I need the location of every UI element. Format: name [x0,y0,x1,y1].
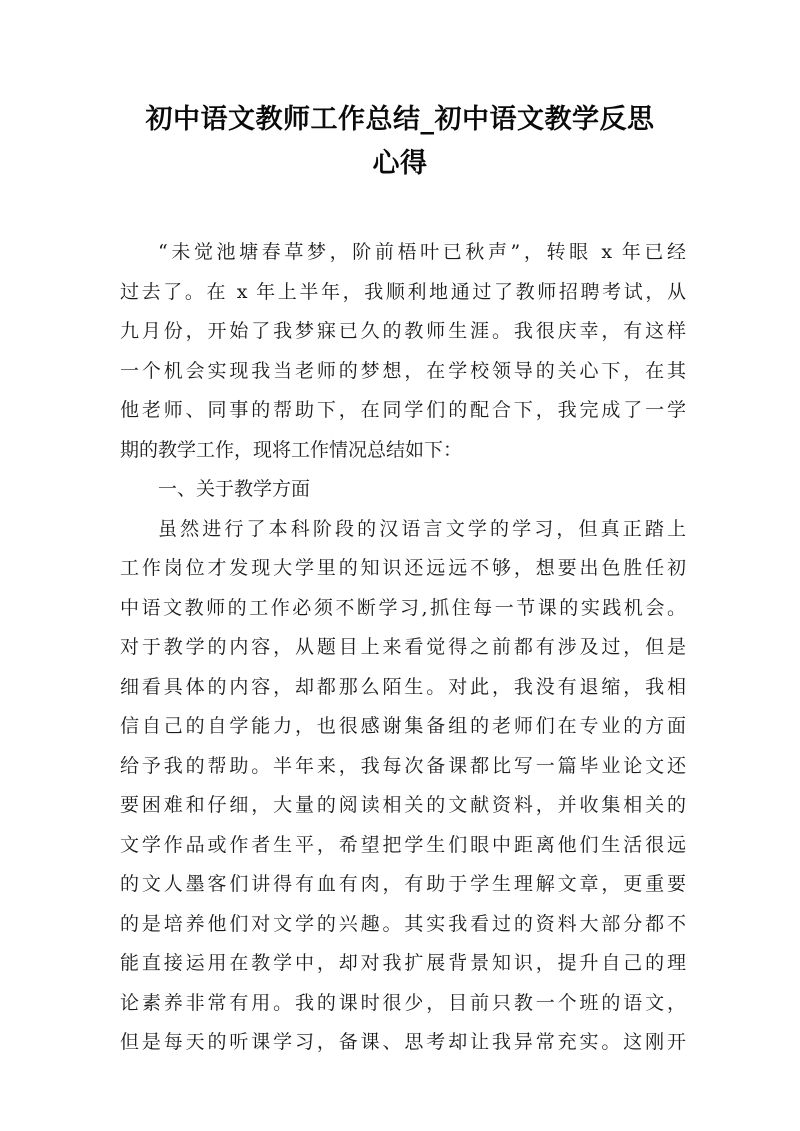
paragraph-line: 信自己的自学能力，也很感谢集备组的老师们在专业的方面 [120,715,686,737]
paragraph-line: 但是每天的听课学习，备课、思考却让我异常充实。这刚开 [120,1031,686,1053]
paragraph-line: 期的教学工作，现将工作情况总结如下： [120,438,463,461]
paragraph-line: 的是培养他们对文学的兴趣。其实我看过的资料大部分都不 [120,912,686,935]
document-body [120,233,686,1063]
paragraph-line: 论素养非常有用。我的课时很少，目前只教一个班的语文， [120,991,686,1014]
paragraph-line: 对于教学的内容，从题目上来看觉得之前都有涉及过，但是 [120,636,686,658]
paragraph-line: 他老师、同事的帮助下，在同学们的配合下，我完成了一学 [120,399,686,421]
paragraph-line: 虽然进行了本科阶段的汉语言文学的学习，但真正踏上 [158,517,686,540]
paragraph-line: 九月份，开始了我梦寐已久的教师生涯。我很庆幸，有这样 [120,320,686,342]
paragraph-line: 给予我的帮助。半年来，我每次备课都比写一篇毕业论文还 [120,754,686,777]
paragraph-line: 要困难和仔细，大量的阅读相关的文献资料，并收集相关的 [120,794,686,816]
paragraph-line: “未觉池塘春草梦，阶前梧叶已秋声”，转眼 x 年已经 [158,241,686,263]
title-line-1: 初中语文教师工作总结_初中语文教学反思 [145,104,655,135]
paragraph-line: 文学作品或作者生平，希望把学生们眼中距离他们生活很远 [120,833,686,856]
paragraph-line: 工作岗位才发现大学里的知识还远远不够，想要出色胜任初 [120,557,686,579]
paragraph-line: 一个机会实现我当老师的梦想，在学校领导的关心下，在其 [120,359,686,382]
paragraph-line: 能直接运用在教学中，却对我扩展背景知识，提升自己的理 [120,952,686,974]
title-line-2: 心得 [372,148,428,179]
section-heading: 一、关于教学方面 [158,478,311,500]
paragraph-line: 过去了。在 x 年上半年，我顺利地通过了教师招聘考试，从 [120,280,686,303]
paragraph-line: 中语文教师的工作必须不断学习,抓住每一节课的实践机会。 [120,596,686,619]
paragraph-line: 的文人墨客们讲得有血有肉，有助于学生理解文章，更重要 [120,873,686,895]
document-title [112,98,688,186]
paragraph-line: 细看具体的内容，却都那么陌生。对此，我没有退缩，我相 [120,675,686,698]
